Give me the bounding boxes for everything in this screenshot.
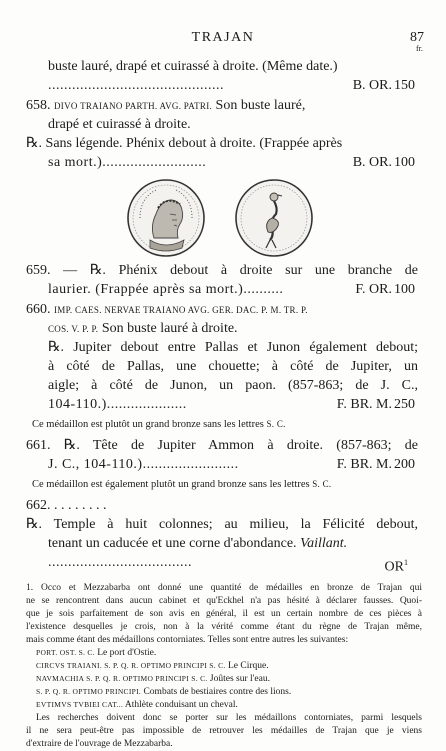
entry-661-line: 661. ℞. Tête de Jupiter Ammon à droite. (857-863; de [26, 438, 418, 453]
coin-legend: PORT. OST. S. C. [36, 648, 95, 657]
footnote-closing: il ne sera peut-être pas impossible de retrouver les médailles de Trajan que je viens [26, 726, 422, 736]
price-value: 100 [394, 155, 415, 170]
grade: B. OR. [352, 155, 392, 170]
entry-number: 662. [26, 498, 51, 513]
price-value: 100 [394, 282, 415, 297]
entry-660-reverse: à côté de Pallas, une chouette; à côté de Jupiter, un [48, 359, 418, 374]
price-value: 150 [394, 78, 415, 93]
leader-dots: . . . . . . . . [54, 498, 107, 513]
coin-legend: CIRCVS TRAIANI. S. P. Q. R. OPTIMO PRINCIPI S. C. [36, 661, 226, 670]
footnote-closing: Les recherches doivent donc se porter sur les médaillons contorniates, parmi lesquels [36, 713, 422, 723]
item-desc: Le port d'Ostie. [97, 648, 157, 658]
entry-662-reverse: ℞. Temple à huit colonnes; au milieu, la Félicité debout, [26, 517, 418, 532]
note-text: Ce médaillon est plutôt un grand bronze sans les lettres [32, 419, 264, 430]
grade [385, 554, 408, 572]
entry-text: tenant un caducée et une corne d'abondance. [48, 536, 297, 551]
footnote-item [36, 686, 422, 699]
grade: F. BR. M. [336, 457, 392, 472]
entry-660-line2 [48, 320, 418, 338]
entry-text: 104-110.).................... [48, 397, 187, 412]
entry-number: 660. [26, 302, 51, 317]
entry-658-line2: drapé et cuirassé à droite. [48, 117, 191, 132]
leader-dots: ............................................ [48, 78, 224, 93]
coin-legend: S. P. Q. R. OPTIMO PRINCIPI. [36, 687, 142, 696]
entry-660-reverse: ℞. Jupiter debout entre Pallas et Junon également debout; [48, 340, 418, 355]
note-letters: S. C. [266, 419, 286, 429]
footnote-closing: d'extraire de l'ouvrage de Mezzabarba. [26, 739, 173, 749]
entry-text: laurier. (Frappée après sa mort.).......... [48, 282, 284, 297]
note-text: Ce médaillon est également plutôt un grand bronze sans les lettres [32, 479, 310, 490]
grade: B. OR. [352, 78, 392, 93]
entry-657-line: buste lauré, drapé et cuirassé à droite. (Même date.) [48, 59, 338, 74]
grade: F. BR. M. [336, 397, 392, 412]
entry-661-note [32, 477, 420, 492]
entry-659-line: 659. — ℞. Phénix debout à droite sur une branche de [26, 263, 418, 278]
entry-660-note [32, 417, 420, 432]
entry-text: Son buste lauré à droite. [98, 321, 238, 336]
entry-662-line [26, 497, 418, 515]
footnote-ref: 1 [404, 558, 408, 567]
entry-662-line2 [48, 535, 418, 553]
item-desc: Athlète conduisant un cheval. [124, 700, 238, 710]
entry-657-price-line [48, 77, 392, 95]
footnote-line: l'existence desquelles je crois, non à la vérité comme étant du règne de Trajan même, [26, 622, 422, 632]
price-value: 250 [394, 397, 415, 412]
footnote-item [36, 699, 422, 712]
grade: F. OR. [355, 282, 392, 297]
entry-661-price-line [48, 456, 392, 474]
entry-text: J. C., 104-110.)........................ [48, 457, 239, 472]
page-number: 87 [410, 30, 424, 45]
entry-658-line [26, 97, 418, 115]
entry-662-price-line [48, 554, 408, 572]
price-value: 200 [394, 457, 415, 472]
entry-660-line [26, 301, 418, 319]
footnote-line: ne se rencontrent dans aucun cabinet et qu'Eckhel n'a pas hésité à déclarer fausses. Quoi- [26, 596, 422, 606]
footnote-line: 1. Occo et Mezzabarba ont donné une quantité de médailles en bronze de Trajan qui [26, 583, 422, 593]
coin-legend: IMP. CAES. NERVAE TRAIANO AVG. GER. DAC. P. M. TR. P. [54, 305, 308, 315]
entry-660-price-line [48, 396, 392, 414]
grade-label: OR [384, 559, 404, 572]
entry-658-reverse: ℞. Sans légende. Phénix debout à droite. (Frappée après [26, 136, 343, 151]
price-unit: fr. [416, 44, 423, 53]
coin-reverse-phoenix-icon [234, 178, 314, 258]
entry-text: sa mort.).......................... [48, 155, 207, 170]
running-head: TRAJAN [191, 30, 255, 45]
attribution: Vaillant. [300, 536, 348, 551]
entry-text: Son buste lauré, [212, 98, 306, 113]
footnote-item [36, 673, 422, 686]
entry-658-price-line [48, 154, 392, 172]
footnote-line: que je sois parfaitement de son avis en général, il est un certain nombre de ces pièces à [26, 609, 422, 619]
coin-legend: NAVMACHIA S. P. Q. R. OPTIMO PRINCIPI S. C. [36, 674, 208, 683]
footnote-item [36, 647, 422, 660]
entry-660-reverse: aigle; à côté de Junon, un paon. (857-863; de J. C., [48, 378, 418, 393]
item-desc: Combats de bestiaires contre des lions. [143, 687, 292, 697]
coin-legend: COS. V. P. P. [48, 324, 99, 334]
item-desc: Joûtes sur l'eau. [209, 674, 270, 684]
coin-legend: EVTIMVS TVBIEI CAT... [36, 700, 124, 709]
entry-659-price-line [48, 281, 392, 299]
leader-dots: .................................... [48, 555, 192, 570]
note-letters: S. C. [312, 479, 332, 489]
footnote-item [36, 660, 422, 673]
coin-legend: DIVO TRAIANO PARTH. AVG. PATRI. [54, 101, 213, 111]
coin-obverse-laureate-bust-icon [126, 178, 206, 258]
entry-number: 658. [26, 98, 51, 113]
item-desc: Le Cirque. [227, 661, 269, 671]
footnote-line: mais comme étant des médaillons contorniates. Telles sont entre autres les suivantes: [26, 635, 349, 645]
